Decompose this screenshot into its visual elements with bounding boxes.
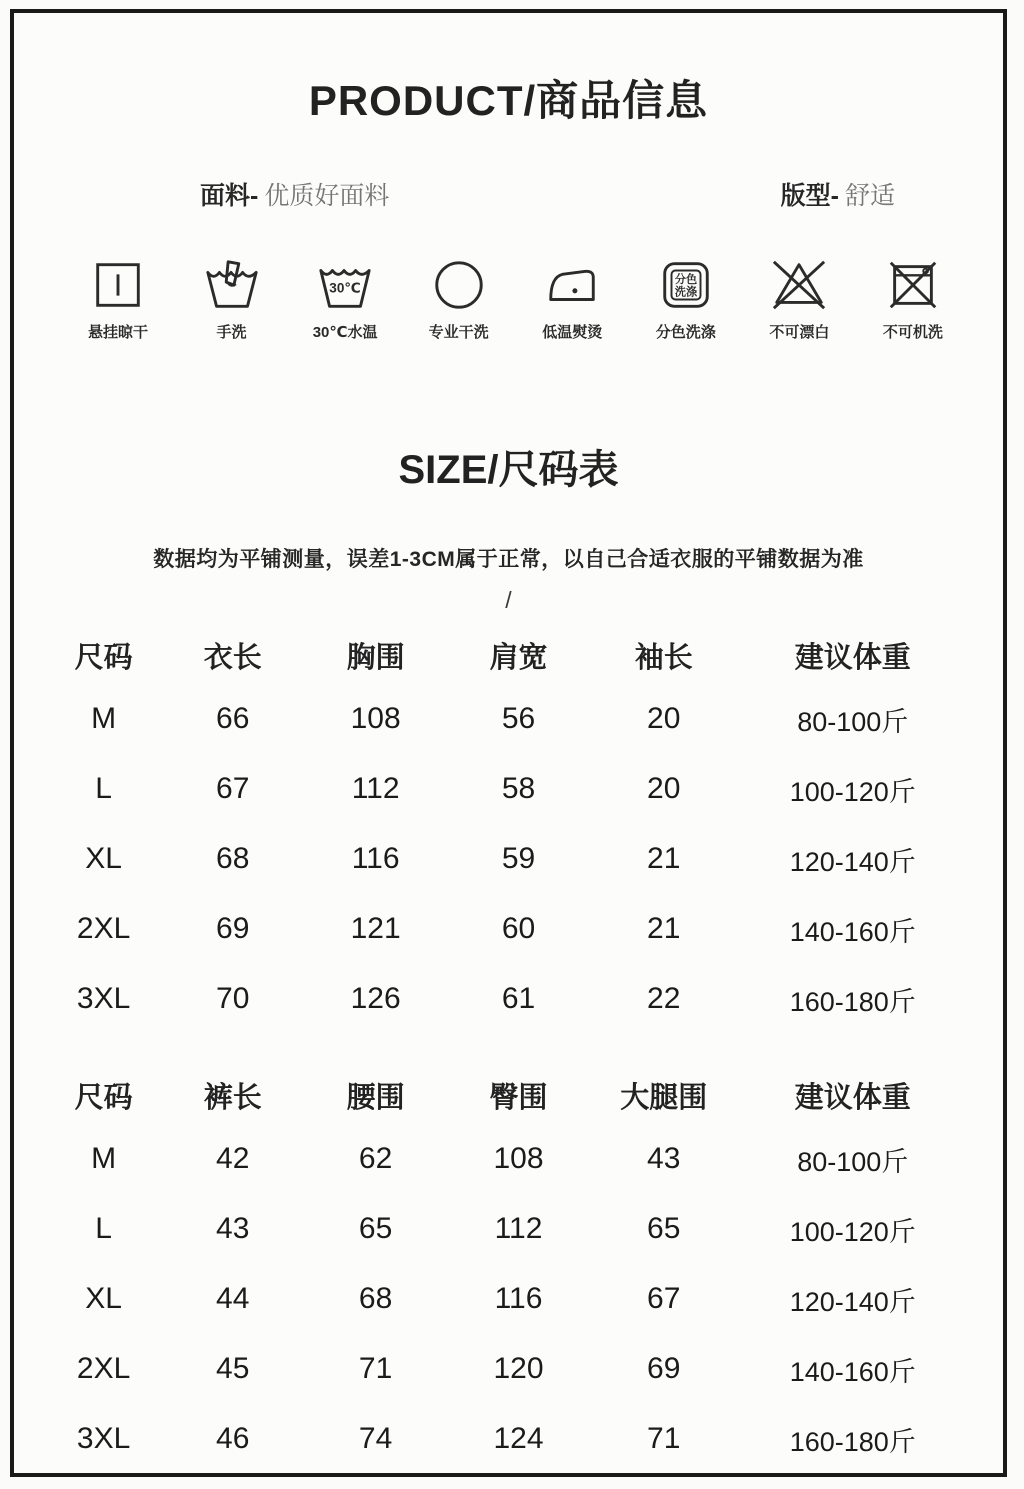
care-icon-label: 手洗 — [216, 324, 247, 341]
table-cell: 46 — [216, 1422, 250, 1455]
table-cell: 160-180斤 — [789, 1426, 916, 1457]
table-cell: 43 — [647, 1142, 681, 1175]
table-cell: 112 — [351, 772, 400, 805]
table-cell: 69 — [647, 1352, 681, 1385]
column-header: 建议体重 — [794, 1081, 911, 1114]
fabric-info — [200, 176, 389, 212]
column-header: 裤长 — [203, 1081, 262, 1114]
table-cell: 22 — [647, 982, 681, 1015]
care-item-no-bleach — [747, 256, 851, 342]
table-cell: 112 — [494, 1212, 543, 1245]
care-icon-label: 30℃水温 — [312, 324, 378, 341]
care-item-dry-clean — [407, 256, 511, 342]
fit-value: 舒适 — [844, 182, 895, 210]
fit-label: 版型- — [780, 182, 839, 210]
measurement-note: 数据均为平铺测量，误差1-3CM属于正常，以自己合适衣服的平铺数据为准 — [153, 548, 864, 571]
column-header: 尺码 — [74, 1081, 133, 1114]
table-cell: 108 — [493, 1142, 544, 1175]
table-cell: 120-140斤 — [789, 846, 916, 877]
table-cell: 100-120斤 — [789, 1216, 916, 1247]
care-icon-label: 分色洗涤 — [655, 324, 716, 341]
size-label-cell: XL — [85, 1282, 122, 1315]
hang-dry-icon — [89, 256, 147, 314]
table-cell: 62 — [358, 1142, 393, 1175]
table-cell: 20 — [647, 772, 681, 805]
care-icon-label: 专业干洗 — [428, 324, 489, 341]
size-label-cell: 2XL — [76, 1352, 131, 1385]
care-item-hand-wash — [180, 256, 284, 342]
column-header: 胸围 — [346, 641, 405, 674]
care-icon-label: 不可机洗 — [882, 324, 943, 341]
table-cell: 140-160斤 — [789, 1356, 916, 1387]
care-icon-label: 不可漂白 — [769, 324, 830, 341]
table-cell: 116 — [351, 842, 400, 875]
column-header: 臀围 — [489, 1081, 548, 1114]
table-cell: 67 — [216, 772, 250, 805]
product-info-card — [10, 9, 1007, 1477]
table-cell: 65 — [647, 1212, 681, 1245]
fit-info — [781, 176, 895, 212]
top-size-table — [46, 626, 968, 1034]
no-bleach-icon — [770, 256, 828, 314]
table-cell: 126 — [350, 982, 401, 1015]
table-cell: 44 — [216, 1282, 250, 1315]
size-label-cell: XL — [85, 842, 122, 875]
care-icon-label: 悬挂晾干 — [87, 324, 148, 341]
table-cell: 21 — [647, 912, 681, 945]
table-cell: 124 — [493, 1422, 544, 1455]
wash-30c-icon — [316, 256, 374, 314]
table-cell: 120 — [493, 1352, 544, 1385]
table-cell: 120-140斤 — [789, 1286, 916, 1317]
size-label-cell: L — [95, 1212, 112, 1245]
fabric-label: 面料- — [200, 182, 259, 210]
column-header: 建议体重 — [794, 641, 911, 674]
table-cell: 116 — [494, 1282, 543, 1315]
hand-wash-icon — [203, 256, 261, 314]
table-cell: 56 — [501, 702, 536, 735]
column-header: 腰围 — [346, 1081, 405, 1114]
size-label-cell: 3XL — [76, 1422, 131, 1455]
table-cell: 61 — [501, 982, 536, 1015]
table-cell: 69 — [216, 912, 250, 945]
care-item-iron-low — [520, 256, 624, 342]
size-label-cell: 3XL — [76, 982, 131, 1015]
table-cell: 67 — [647, 1282, 681, 1315]
care-item-wash-30c — [293, 256, 397, 342]
table-cell: 74 — [358, 1422, 393, 1455]
table-cell: 42 — [216, 1142, 250, 1175]
table-cell: 71 — [647, 1422, 681, 1455]
size-label-cell: L — [95, 772, 112, 805]
bottom-size-table — [46, 1066, 968, 1474]
table-cell: 160-180斤 — [789, 986, 916, 1017]
table-cell: 80-100斤 — [797, 1146, 909, 1177]
table-cell: 59 — [501, 842, 536, 875]
table-cell: 58 — [501, 772, 536, 805]
table-cell: 45 — [216, 1352, 250, 1385]
care-icon-label: 低温熨烫 — [542, 324, 603, 341]
care-item-color-separate — [634, 256, 738, 342]
svg-text:30℃: 30℃ — [329, 280, 361, 296]
svg-text:分色: 分色 — [674, 274, 697, 287]
dry-clean-icon — [430, 256, 488, 314]
table-cell: 71 — [358, 1352, 393, 1385]
table-cell: 80-100斤 — [797, 706, 909, 737]
table-cell: 60 — [501, 912, 536, 945]
iron-low-temp-icon — [543, 256, 601, 314]
table-cell: 43 — [216, 1212, 250, 1245]
column-header: 袖长 — [634, 641, 693, 674]
no-machine-wash-icon — [884, 256, 942, 314]
column-header: 肩宽 — [489, 641, 548, 674]
table-cell: 66 — [216, 702, 250, 735]
table-cell: 121 — [350, 912, 401, 945]
table-cell: 100-120斤 — [789, 776, 916, 807]
fabric-value: 优质好面料 — [264, 182, 390, 210]
table-cell: 20 — [647, 702, 681, 735]
table-cell: 68 — [216, 842, 250, 875]
column-header: 尺码 — [74, 641, 133, 674]
column-header: 大腿围 — [620, 1081, 708, 1114]
table-cell: 68 — [358, 1282, 393, 1315]
fabric-fit-row — [14, 176, 1003, 212]
page-title: PRODUCT/商品信息 — [308, 77, 709, 124]
care-icons-row — [14, 256, 1003, 342]
column-header: 衣长 — [203, 641, 262, 674]
care-item-no-machine-wash — [861, 256, 965, 342]
table-cell: 108 — [350, 702, 401, 735]
slash-divider: / — [505, 587, 512, 613]
size-label-cell: M — [91, 702, 117, 735]
size-label-cell: M — [91, 1142, 117, 1175]
color-separate-wash-icon — [657, 256, 715, 314]
care-item-hang-dry — [66, 256, 170, 342]
table-cell: 140-160斤 — [789, 916, 916, 947]
size-section-title: SIZE/尺码表 — [398, 448, 619, 492]
table-cell: 70 — [216, 982, 250, 1015]
svg-text:洗涤: 洗涤 — [674, 286, 697, 299]
table-cell: 21 — [647, 842, 681, 875]
size-label-cell: 2XL — [76, 912, 131, 945]
table-cell: 65 — [358, 1212, 393, 1245]
